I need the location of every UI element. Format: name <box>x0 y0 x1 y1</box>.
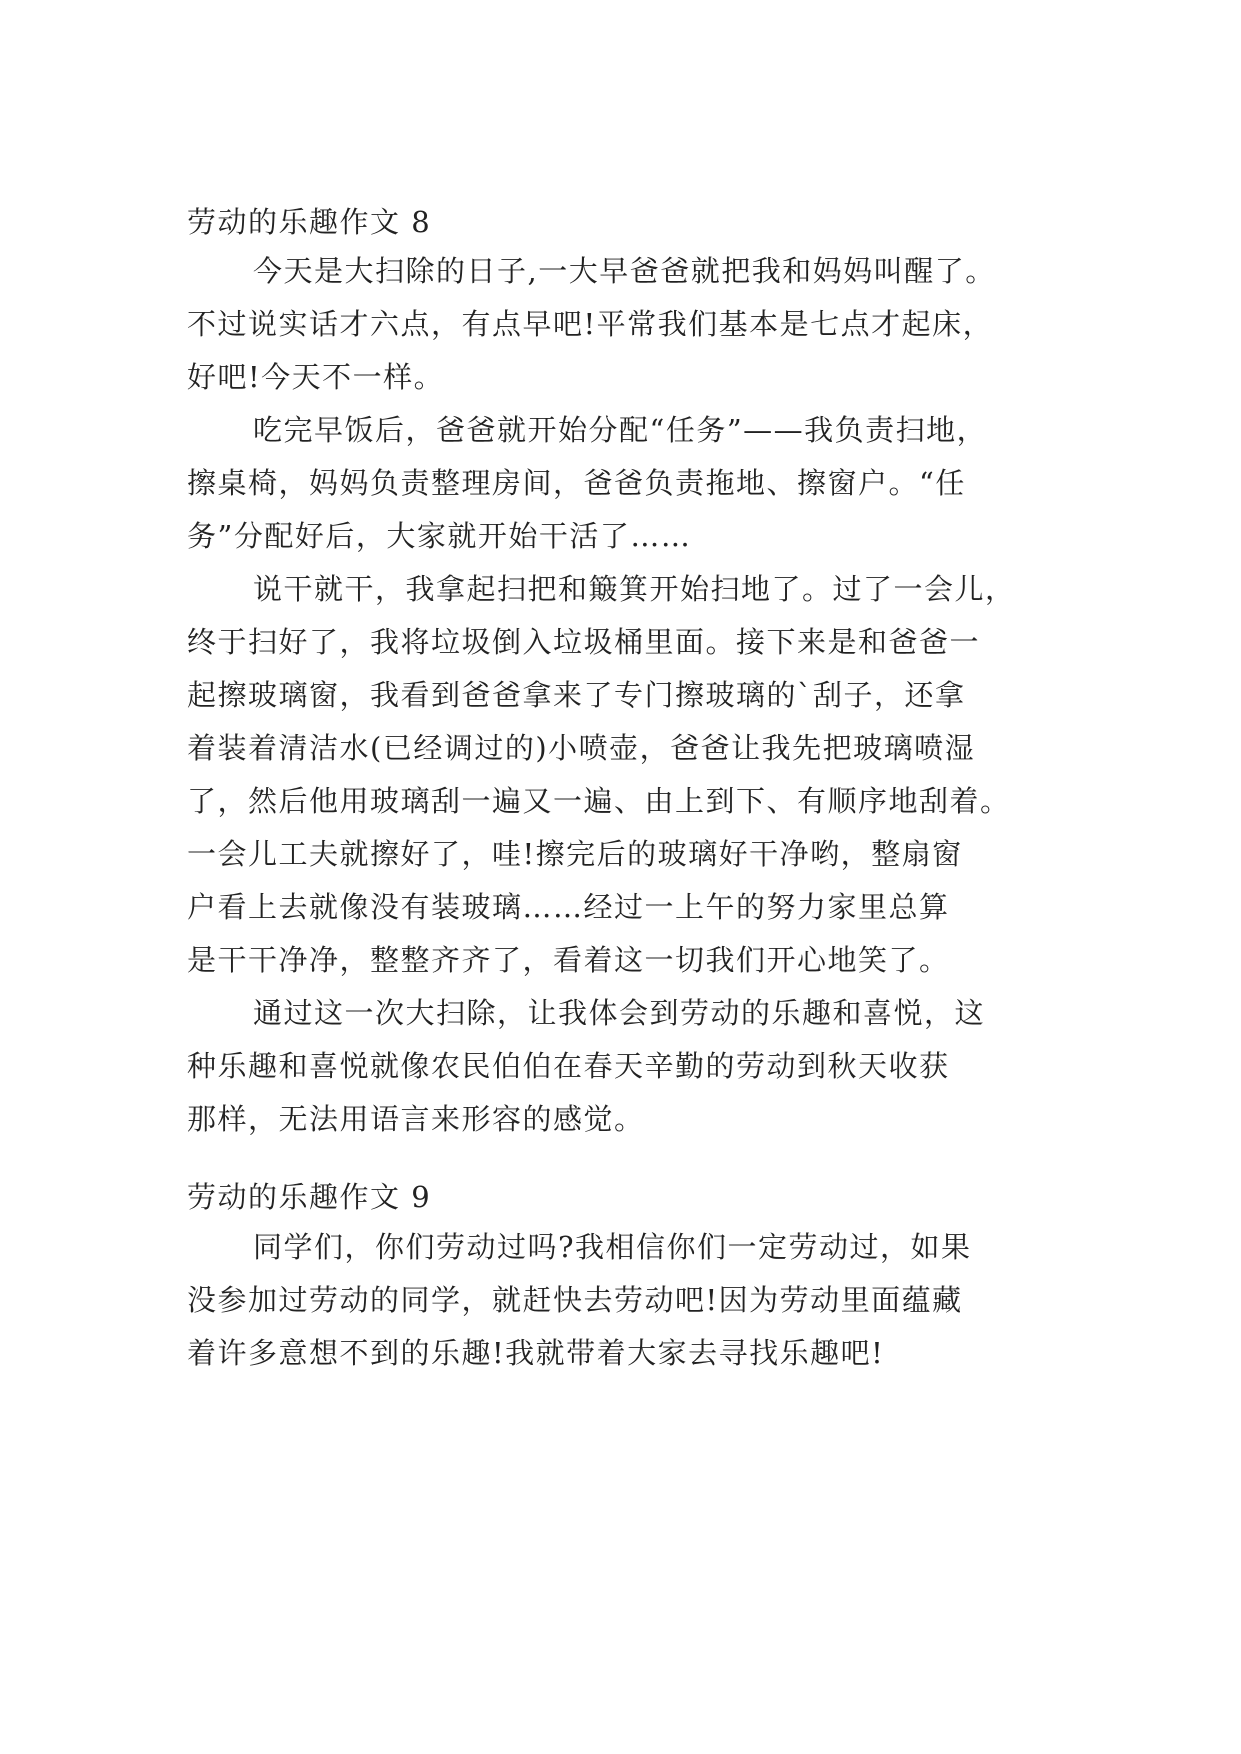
paragraph-line: 务”分配好后，大家就开始干活了…… <box>187 519 692 553</box>
paragraph-line: 那样，无法用语言来形容的感觉。 <box>187 1102 645 1136</box>
paragraph-line: 今天是大扫除的日子,一大早爸爸就把我和妈妈叫醒了。 <box>253 254 996 288</box>
paragraph-line: 种乐趣和喜悦就像农民伯伯在春天辛勤的劳动到秋天收获 <box>187 1049 950 1083</box>
paragraph-line: 好吧!今天不一样。 <box>187 360 445 394</box>
essay-heading: 劳动的乐趣作文 8 <box>187 205 432 239</box>
paragraph-line: 着装着清洁水(已经调过的)小喷壶，爸爸让我先把玻璃喷湿 <box>187 731 976 765</box>
paragraph-line: 一会儿工夫就擦好了，哇!擦完后的玻璃好干净哟，整扇窗 <box>187 837 963 871</box>
paragraph-line: 着许多意想不到的乐趣!我就带着大家去寻找乐趣吧! <box>187 1336 885 1370</box>
paragraph-line: 是干干净净，整整齐齐了，看着这一切我们开心地笑了。 <box>187 943 950 977</box>
paragraph-line: 擦桌椅，妈妈负责整理房间，爸爸负责拖地、擦窗户。“任 <box>187 466 966 500</box>
paragraph-line: 通过这一次大扫除，让我体会到劳动的乐趣和喜悦，这 <box>253 996 986 1030</box>
paragraph-line: 终于扫好了，我将垃圾倒入垃圾桶里面。接下来是和爸爸一 <box>187 625 981 659</box>
essay-heading: 劳动的乐趣作文 9 <box>187 1180 432 1214</box>
paragraph-line: 说干就干，我拿起扫把和簸箕开始扫地了。过了一会儿， <box>253 572 1016 606</box>
paragraph-line: 没参加过劳动的同学，就赶快去劳动吧!因为劳动里面蕴藏 <box>187 1283 963 1317</box>
paragraph-line: 不过说实话才六点，有点早吧!平常我们基本是七点才起床， <box>187 307 994 341</box>
paragraph-line: 同学们，你们劳动过吗?我相信你们一定劳动过，如果 <box>253 1230 972 1264</box>
paragraph-line: 户看上去就像没有装玻璃……经过一上午的努力家里总算 <box>187 890 950 924</box>
paragraph-line: 起擦玻璃窗，我看到爸爸拿来了专门擦玻璃的`刮子，还拿 <box>187 678 966 712</box>
paragraph-line: 吃完早饭后，爸爸就开始分配“任务”——我负责扫地， <box>253 413 988 447</box>
paragraph-line: 了，然后他用玻璃刮一遍又一遍、由上到下、有顺序地刮着。 <box>187 784 1011 818</box>
